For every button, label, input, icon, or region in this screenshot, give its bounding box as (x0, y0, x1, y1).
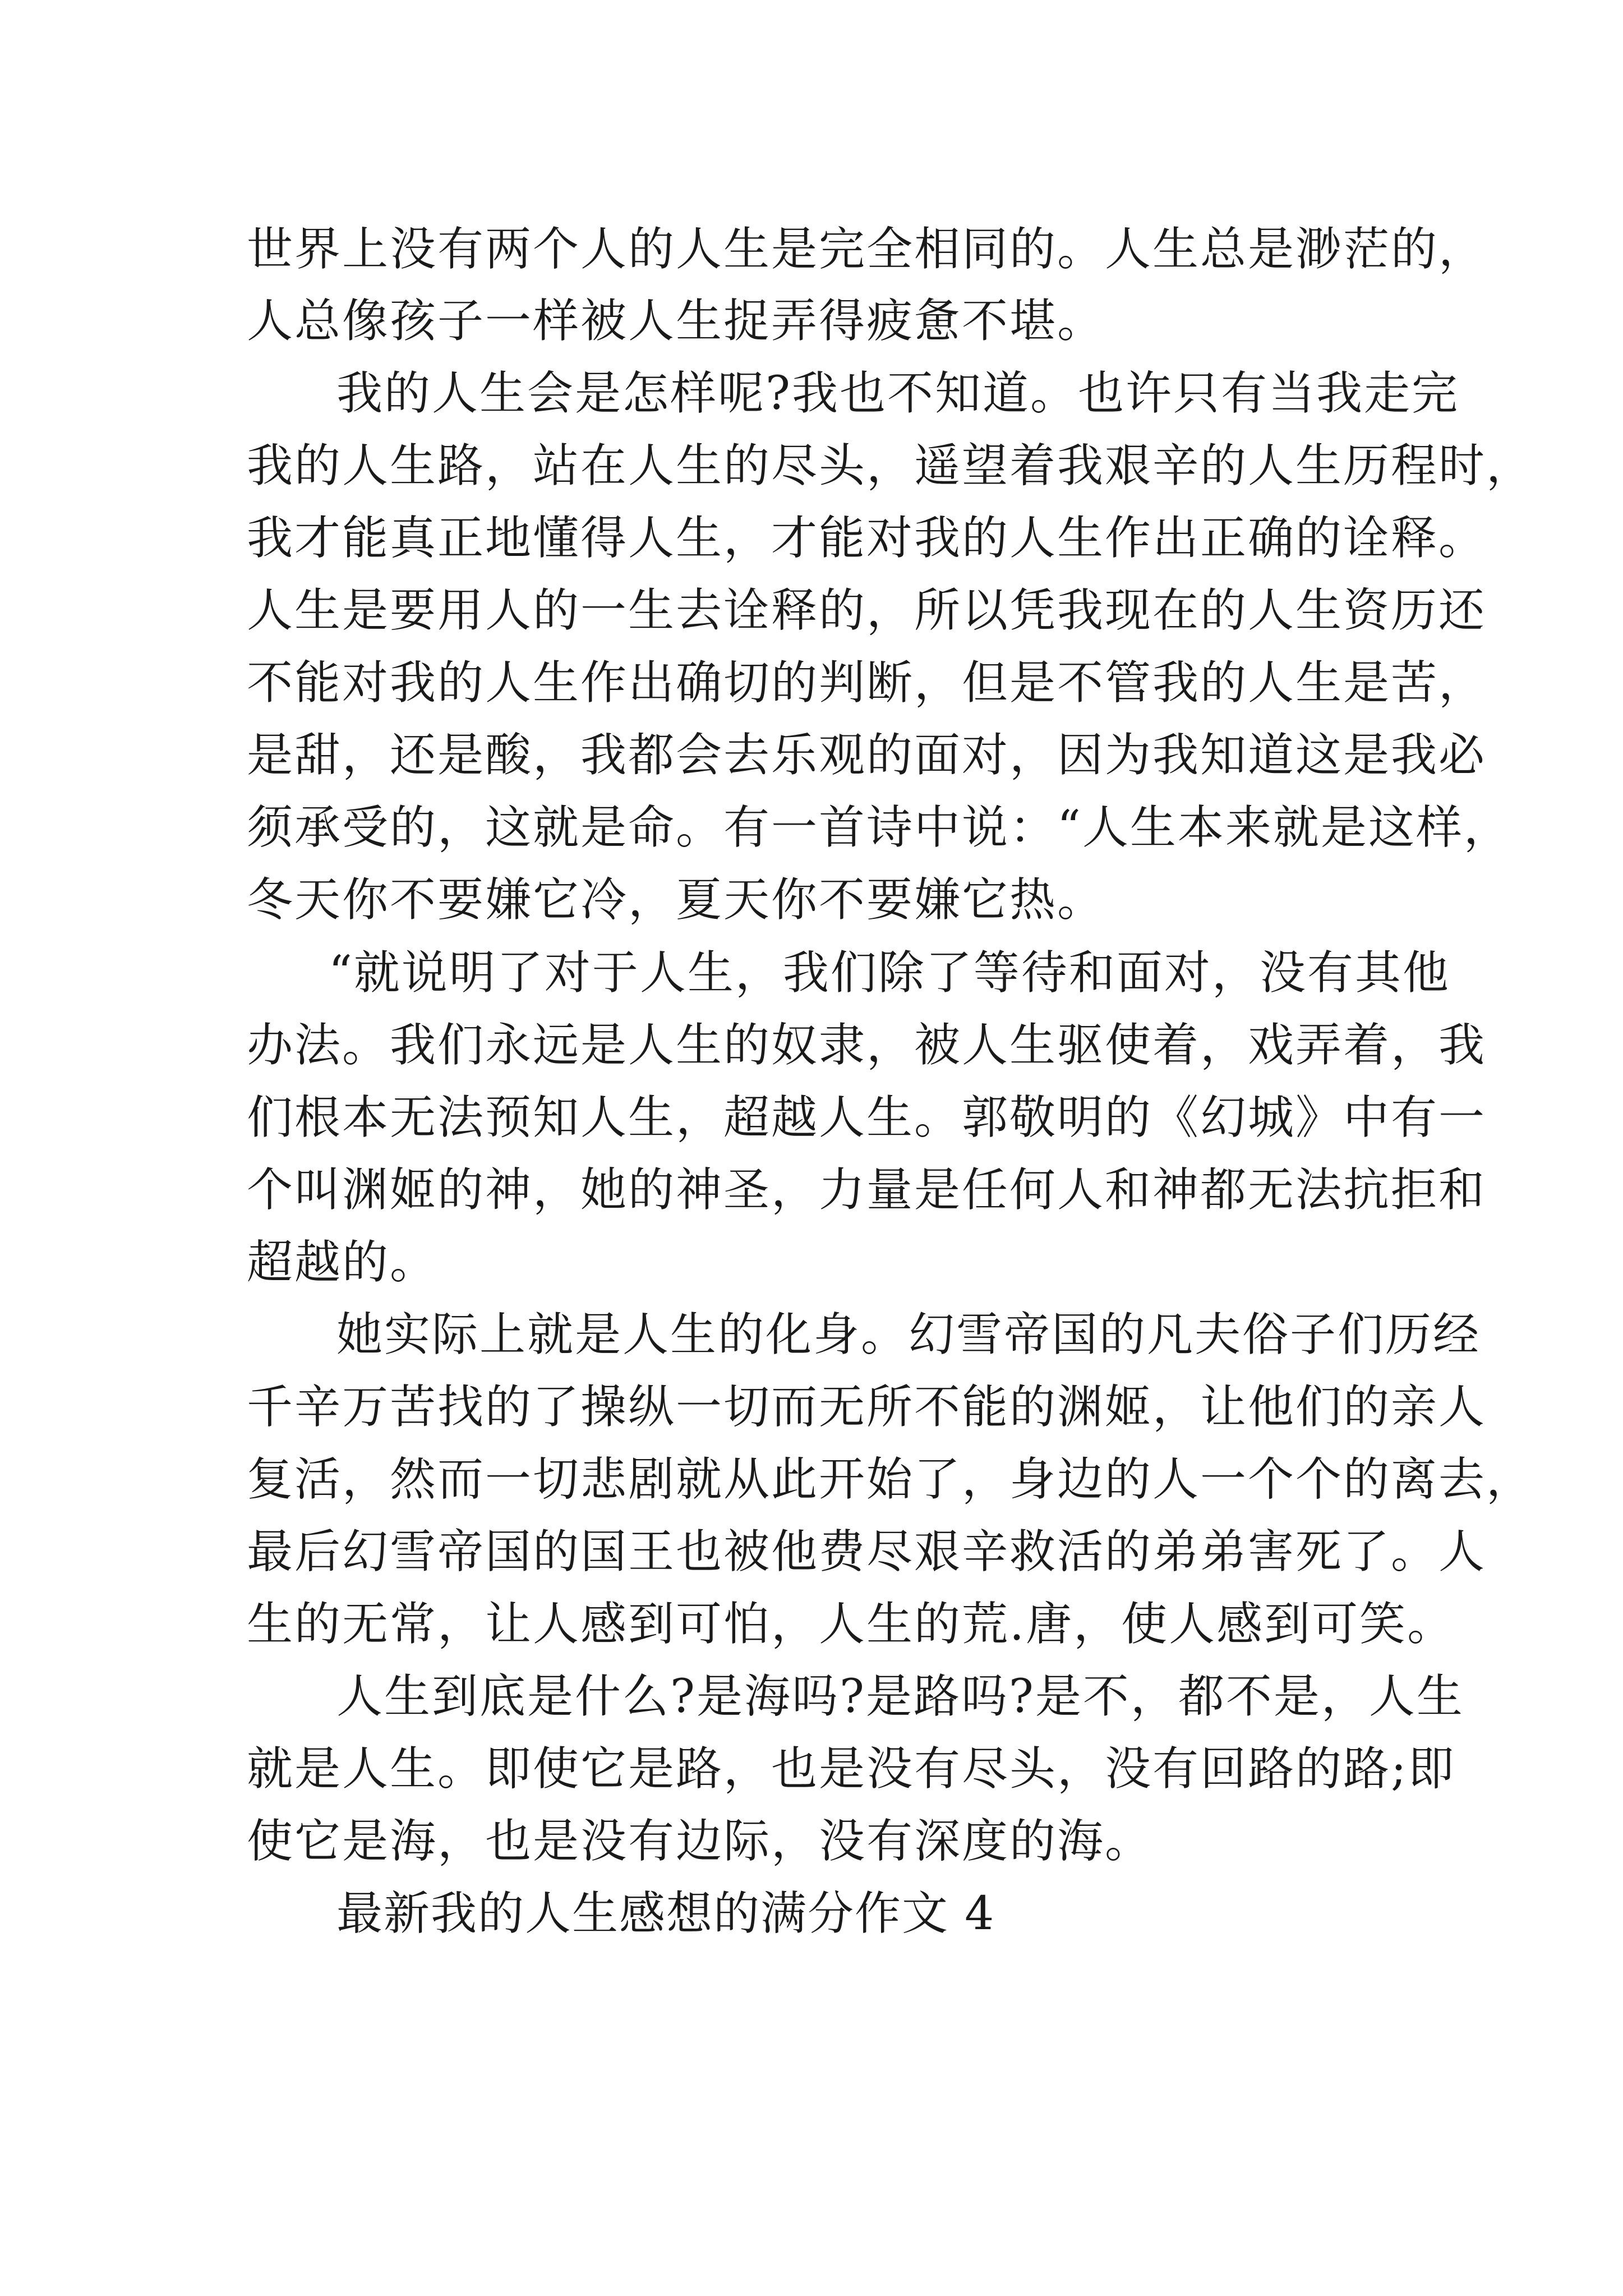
text-line: 人生是要用人的一生去诠释的，所以凭我现在的人生资历还 (247, 584, 1487, 637)
section-heading: 最新我的人生感想的满分作文 4 (336, 1887, 995, 1940)
text-line: 就是人生。即使它是路，也是没有尽头，没有回路的路;即 (247, 1742, 1456, 1796)
text-line: 使它是海，也是没有边际，没有深度的海。 (247, 1815, 1153, 1868)
text-line: 们根本无法预知人生，超越人生。郭敬明的《幻城》中有一 (247, 1091, 1487, 1144)
text-line: 千辛万苦找的了操纵一切而无所不能的渊姬，让他们的亲人 (247, 1381, 1487, 1434)
paragraph-first-line: 我的人生会是怎样呢?我也不知道。也许只有当我走完 (336, 367, 1459, 420)
text-line: 是甜，还是酸，我都会去乐观的面对，因为我知道这是我必 (247, 729, 1487, 782)
text-line: 世界上没有两个人的人生是完全相同的。人生总是渺茫的， (247, 223, 1487, 276)
text-line: 我才能真正地懂得人生，才能对我的人生作出正确的诠释。 (247, 512, 1487, 565)
text-line: 须承受的，这就是命。有一首诗中说：“人生本来就是这样， (247, 801, 1511, 854)
paragraph-first-line: 她实际上就是人生的化身。幻雪帝国的凡夫俗子们历经 (336, 1308, 1481, 1361)
text-line: 生的无常，让人感到可怕，人生的荒.唐，使人感到可笑。 (247, 1598, 1455, 1651)
text-line: 办法。我们永远是人生的奴隶，被人生驱使着，戏弄着，我 (247, 1019, 1487, 1072)
paragraph-first-line: 人生到底是什么?是海吗?是路吗?是不，都不是，人生 (336, 1670, 1464, 1723)
text-line: 复活，然而一切悲剧就从此开始了，身边的人一个个的离去， (247, 1453, 1534, 1506)
text-line: 个叫渊姬的神，她的神圣，力量是任何人和神都无法抗拒和 (247, 1163, 1487, 1217)
text-line: 不能对我的人生作出确切的判断，但是不管我的人生是苦， (247, 656, 1487, 710)
text-line: 最后幻雪帝国的国王也被他费尽艰辛救活的弟弟害死了。人 (247, 1525, 1487, 1579)
text-line: 人总像孩子一样被人生捉弄得疲惫不堪。 (247, 295, 1105, 348)
text-line: 冬天你不要嫌它冷，夏天你不要嫌它热。 (247, 873, 1105, 927)
text-line: 超越的。 (247, 1236, 438, 1289)
paragraph-first-line: “就说明了对于人生，我们除了等待和面对，没有其他 (329, 946, 1450, 1000)
text-line: 我的人生路，站在人生的尽头，遥望着我艰辛的人生历程时， (247, 439, 1534, 493)
